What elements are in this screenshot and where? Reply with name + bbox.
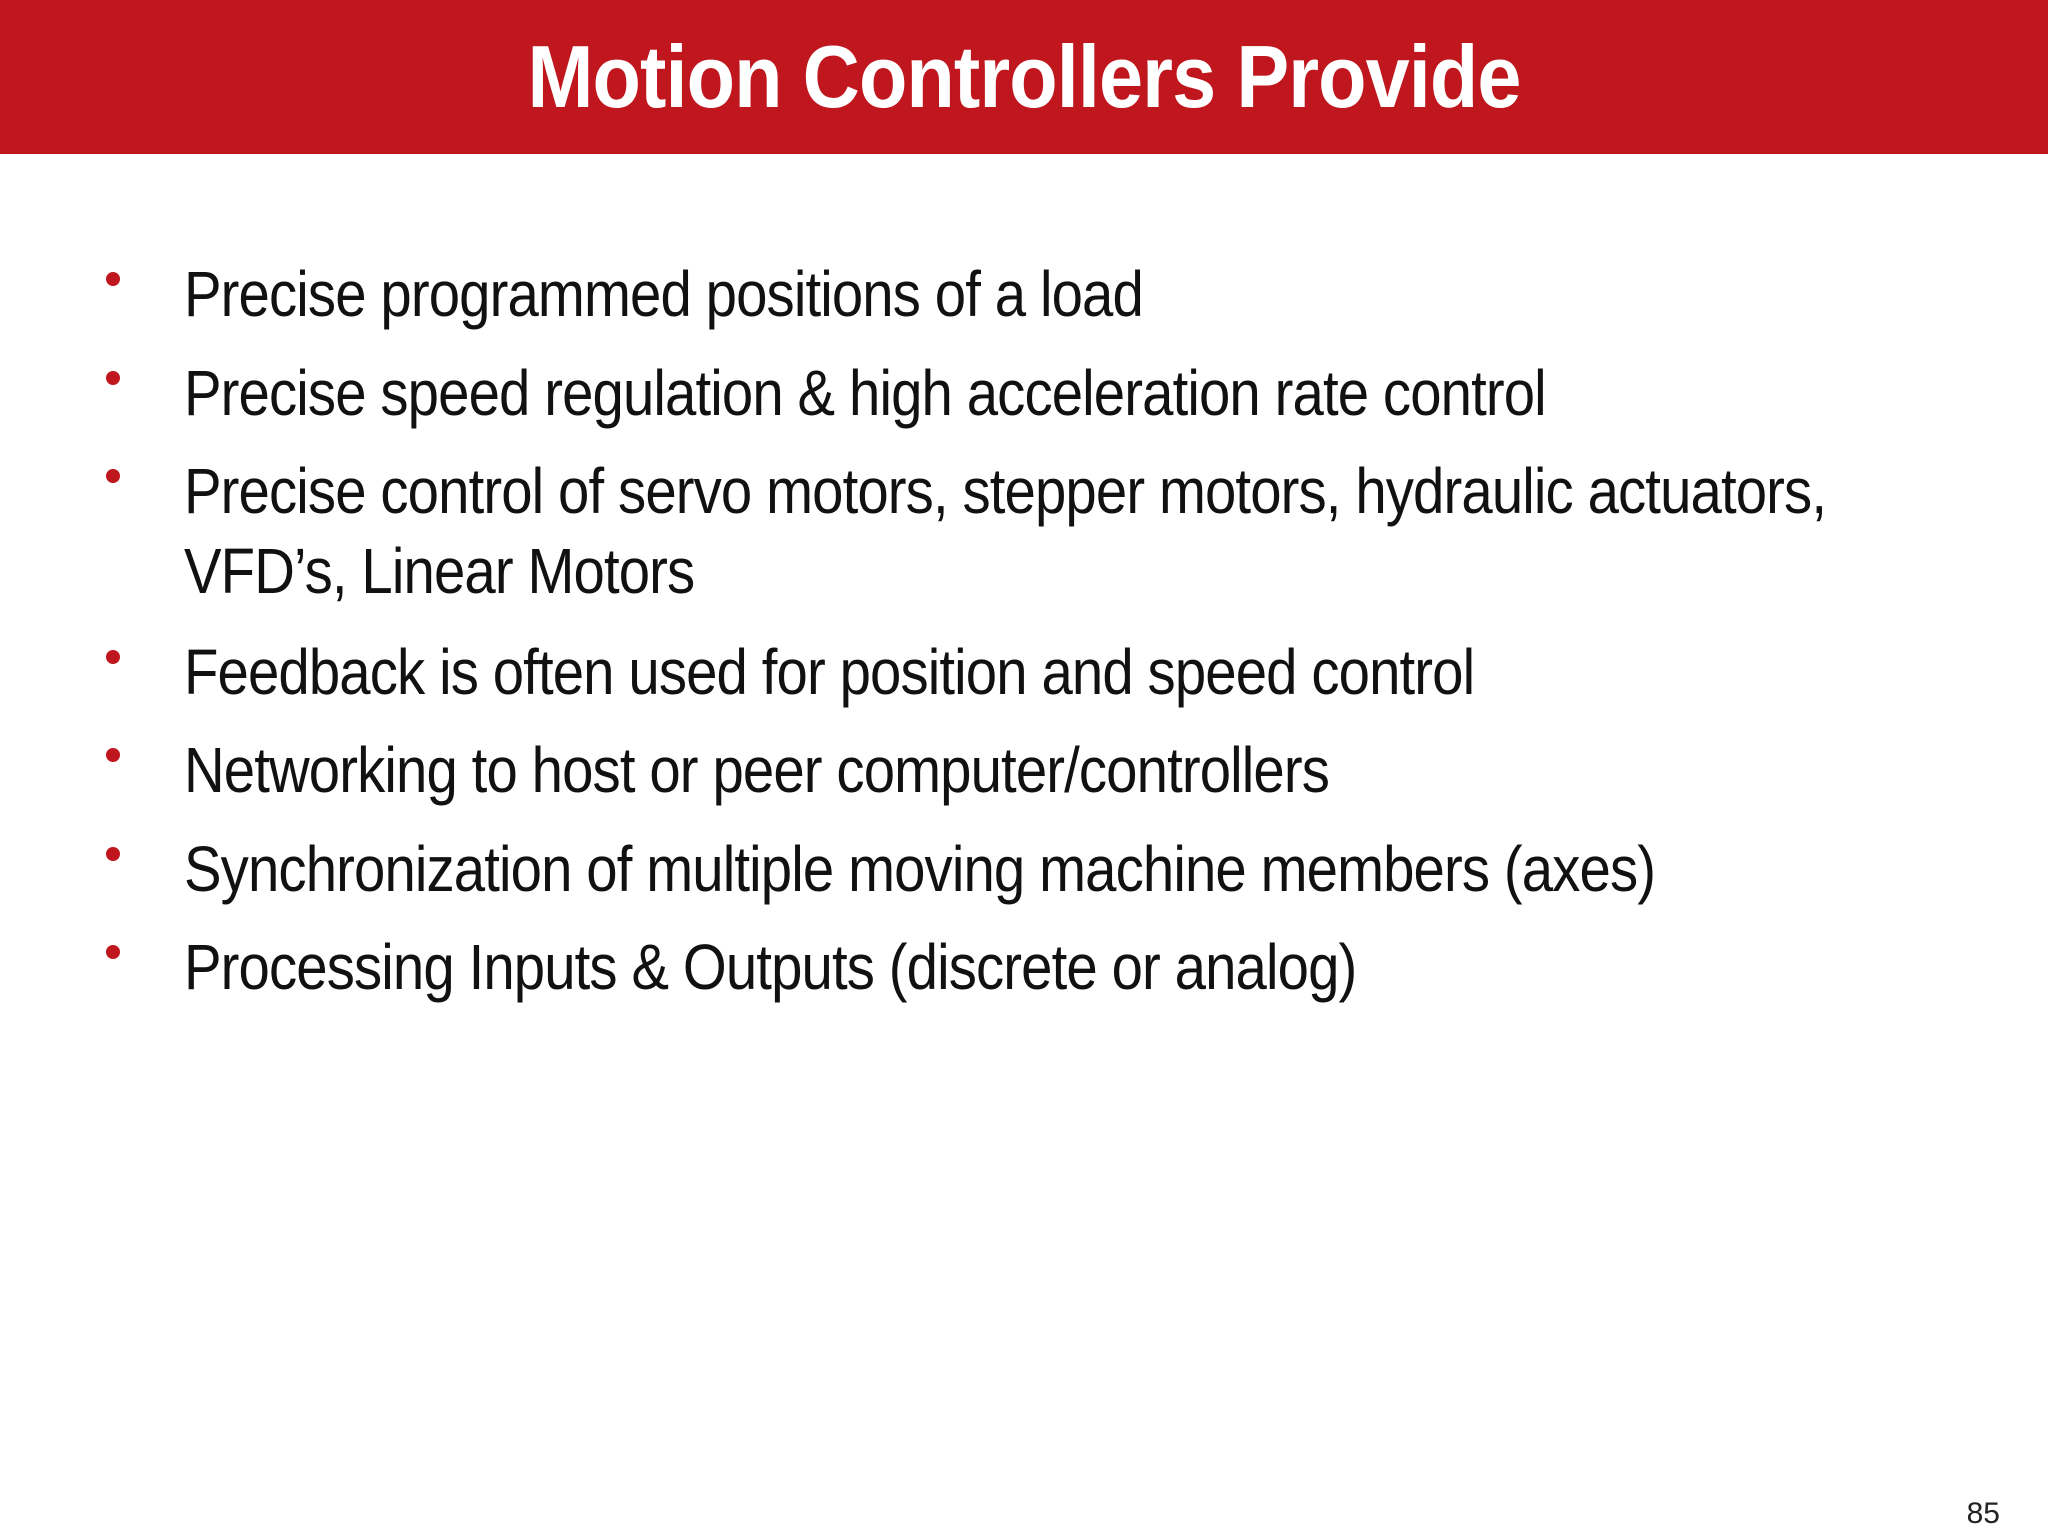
bullet-text (184, 353, 1733, 433)
bullet-text (184, 730, 1733, 810)
bullet-text (184, 927, 1733, 1007)
page-number: 85 (1966, 1497, 2000, 1530)
bullet-text (184, 254, 1733, 334)
bullet-line: Feedback is often used for position and speed control (184, 636, 1475, 708)
bullet-line: Precise control of servo motors, stepper motors, hydraulic actuators, (184, 455, 1827, 527)
bullet-text (184, 451, 1827, 611)
bullet-dot-icon (106, 272, 120, 286)
bullet-line: Synchronization of multiple moving machine members (axes) (184, 833, 1656, 905)
bullet-dot-icon (106, 847, 120, 861)
bullet-text (184, 632, 1733, 712)
bullet-dot-icon (106, 748, 120, 762)
bullet-line: Processing Inputs & Outputs (discrete or analog) (184, 931, 1357, 1003)
bullet-text (184, 829, 1733, 909)
bullet-dot-icon (106, 371, 120, 385)
bullet-line: Precise programmed positions of a load (184, 258, 1143, 330)
slide-title: Motion Controllers Provide (527, 27, 1521, 126)
bullet-line: Precise speed regulation & high acceleration rate control (184, 357, 1546, 429)
bullet-dot-icon (106, 650, 120, 664)
bullet-line: VFD’s, Linear Motors (184, 535, 695, 607)
bullet-dot-icon (106, 945, 120, 959)
bullet-dot-icon (106, 469, 120, 483)
bullet-line: Networking to host or peer computer/controllers (184, 734, 1330, 806)
